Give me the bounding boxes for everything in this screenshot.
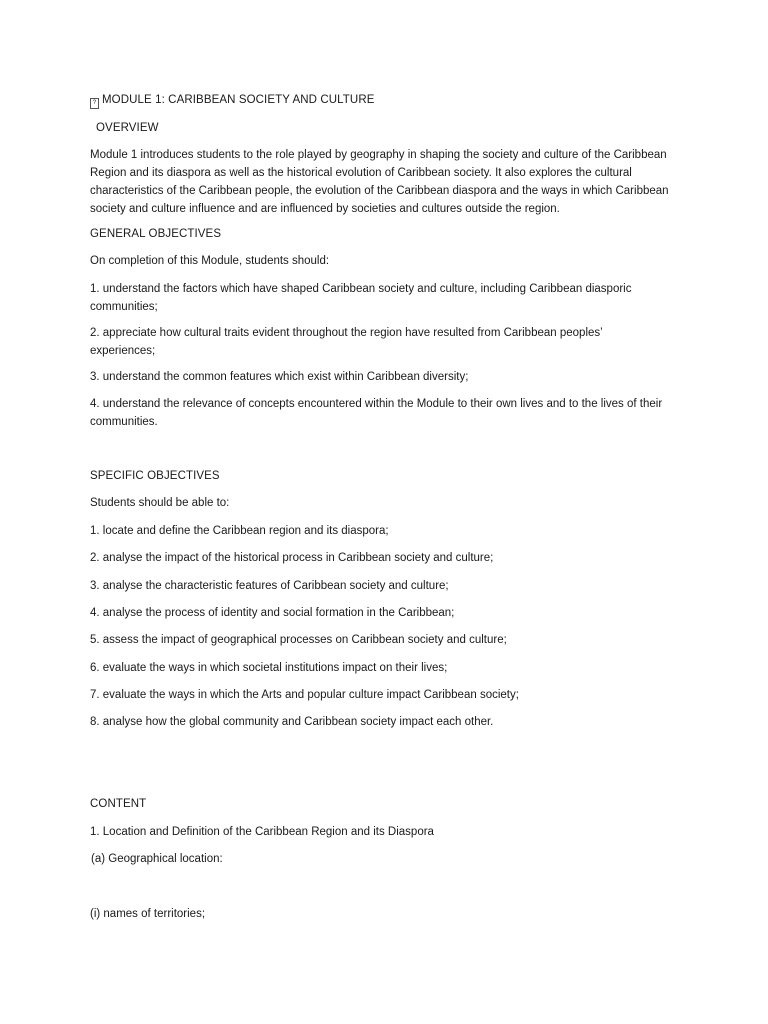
general-objective-item: 1. understand the factors which have shaped Caribbean society and culture, including Caribbean diasporic communities; xyxy=(90,283,632,313)
missing-glyph-icon: ? xyxy=(90,98,99,109)
general-objective-item: 3. understand the common features which exist within Caribbean diversity; xyxy=(90,371,469,383)
specific-objectives-heading: SPECIFIC OBJECTIVES xyxy=(90,470,220,482)
specific-objectives-intro: Students should be able to: xyxy=(90,497,230,509)
specific-objective-item: 3. analyse the characteristic features of Caribbean society and culture; xyxy=(90,580,449,592)
specific-objective-item: 7. evaluate the ways in which the Arts and popular culture impact Caribbean society; xyxy=(90,689,519,701)
module-title: ? MODULE 1: CARIBBEAN SOCIETY AND CULTURE xyxy=(90,91,690,109)
general-objectives-intro: On completion of this Module, students should: xyxy=(90,255,330,267)
general-objective-item: 2. appreciate how cultural traits evident throughout the region have resulted from Caribbean peoples’ experiences; xyxy=(90,327,603,357)
overview-paragraph: Module 1 introduces students to the role played by geography in shaping the society and culture of the Caribbean Region and its diaspora as well as the historical evolution of Caribbean society. It also explores the cultural characteristics of the Caribbean people, the evolution of the Caribbean diaspora and the ways in which Caribbean society and culture influence and are influenced by societies and cultures outside the region. xyxy=(90,149,669,215)
overview-heading: OVERVIEW xyxy=(96,122,159,134)
specific-objective-item: 2. analyse the impact of the historical process in Caribbean society and culture; xyxy=(90,552,494,564)
general-objectives-heading: GENERAL OBJECTIVES xyxy=(90,228,222,240)
content-item: 1. Location and Definition of the Caribbean Region and its Diaspora xyxy=(90,826,434,838)
content-heading: CONTENT xyxy=(90,798,147,810)
content-subitem: (i) names of territories; xyxy=(90,908,206,920)
specific-objective-item: 5. assess the impact of geographical processes on Caribbean society and culture; xyxy=(90,634,507,646)
specific-objective-item: 1. locate and define the Caribbean region and its diaspora; xyxy=(90,525,389,537)
specific-objective-item: 8. analyse how the global community and Caribbean society impact each other. xyxy=(90,716,494,728)
specific-objective-item: 4. analyse the process of identity and social formation in the Caribbean; xyxy=(90,607,455,619)
general-objective-item: 4. understand the relevance of concepts encountered within the Module to their own lives and to the lives of their communities. xyxy=(90,398,663,428)
content-subitem: (a) Geographical location: xyxy=(91,853,223,865)
specific-objective-item: 6. evaluate the ways in which societal institutions impact on their lives; xyxy=(90,662,448,674)
